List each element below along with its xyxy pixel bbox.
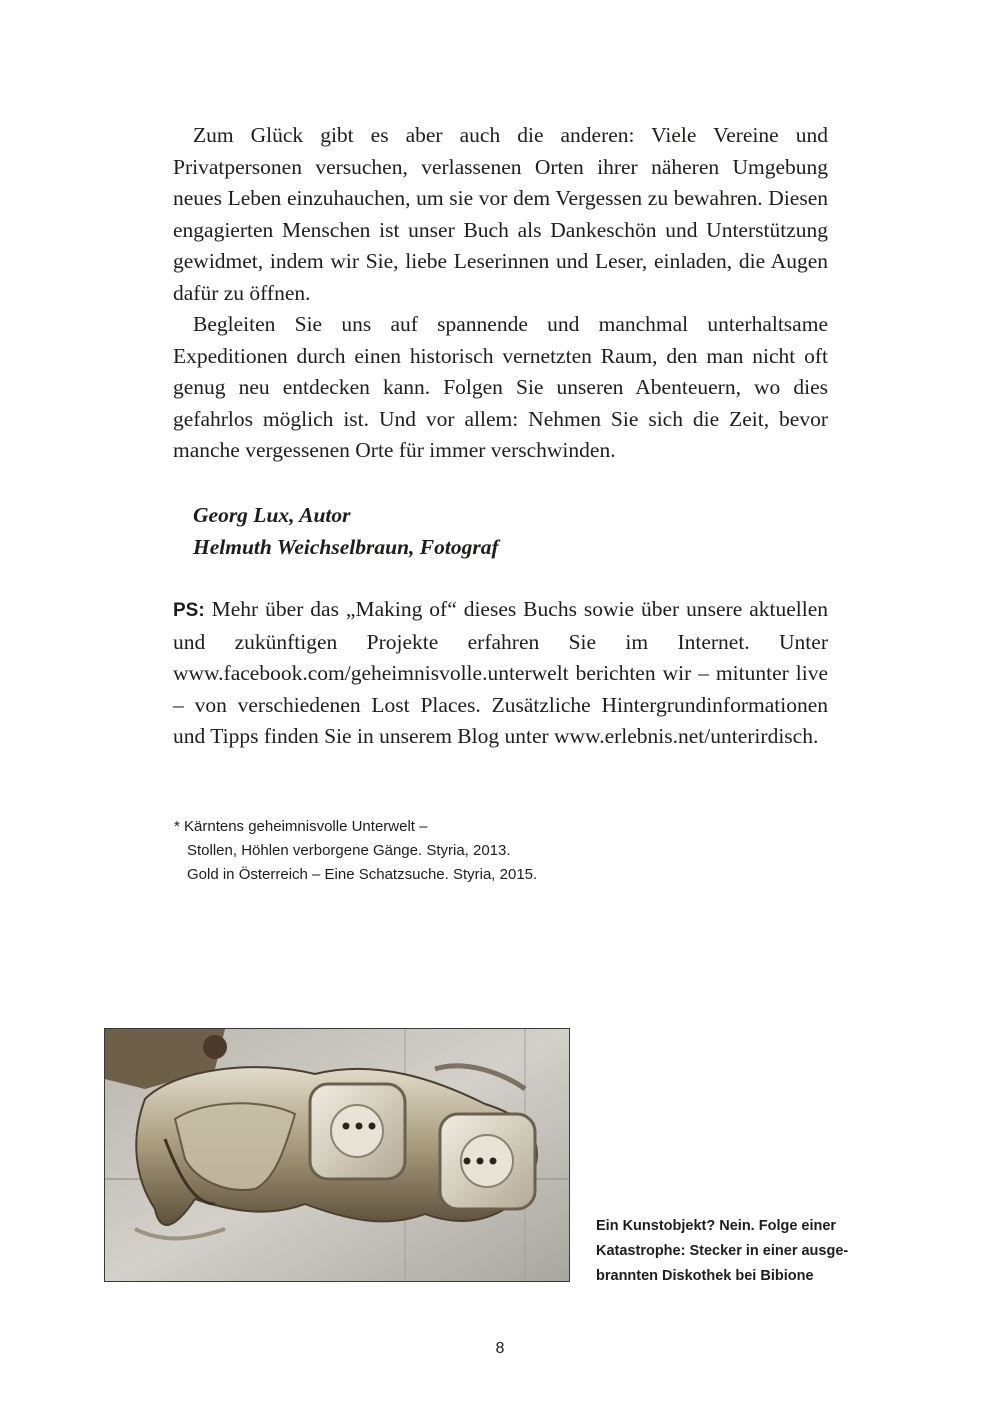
body-paragraph-1: Zum Glück gibt es aber auch die anderen: Viele Vereine und Privatpersonen versuchen, verlassenen Orten ihrer näheren Umgebung neues Leben einzuhauchen, um sie vor dem Vergessen zu bewahren. Diesen engagierten Menschen ist unser Buch als Dankeschön und Unterstützung gewidmet, indem wir Sie, liebe Leserinnen und Leser, einladen, die Augen dafür zu öffnen. <box>173 123 828 305</box>
body-paragraph-2: Begleiten Sie uns auf spannende und manchmal unterhaltsame Expeditionen durch einen historisch vernetzten Raum, den man nicht oft genug neu entdecken kann. Folgen Sie unseren Abenteuern, wo dies gefahrlos möglich ist. Und vor allem: Nehmen Sie sich die Zeit, bevor manche vergessenen Orte für immer verschwinden. <box>173 312 828 462</box>
postscript <box>173 594 828 753</box>
footnote-line-3: Gold in Österreich – Eine Schatzsuche. Styria, 2015. <box>187 866 538 883</box>
body-text <box>173 120 828 467</box>
photo-illustration <box>105 1029 569 1281</box>
photo-caption <box>596 1214 896 1289</box>
footnote-line-2: Stollen, Höhlen verborgene Gänge. Styria, 2013. <box>187 842 511 859</box>
caption-line-3: brannten Diskothek bei Bibione <box>596 1268 814 1284</box>
signature-author: Georg Lux, Autor <box>193 503 351 527</box>
footnote-line-1: * Kärntens geheimnisvolle Unterwelt – <box>174 818 428 835</box>
photo-burnt-sockets <box>104 1028 570 1282</box>
footnote <box>174 815 537 887</box>
postscript-text: Mehr über das „Making of“ dieses Buchs sowie über unsere aktuellen und zukünftigen Projekte erfahren Sie im Internet. Unter www.facebook.com/geheimnisvolle.unterwelt berichten wir – mitunter live – von verschiedenen Lost Places. Zusätzliche Hintergrundinformationen und Tipps finden Sie in unserem Blog unter www.erlebnis.net/unterirdisch. <box>173 597 828 748</box>
caption-line-1: Ein Kunstobjekt? Nein. Folge einer <box>596 1218 837 1234</box>
page-number: 8 <box>495 1340 505 1357</box>
signatures <box>193 499 499 563</box>
postscript-label: PS: <box>173 600 205 621</box>
caption-line-2: Katastrophe: Stecker in einer ausge- <box>596 1243 849 1259</box>
signature-photographer: Helmuth Weichselbraun, Fotograf <box>193 535 499 559</box>
